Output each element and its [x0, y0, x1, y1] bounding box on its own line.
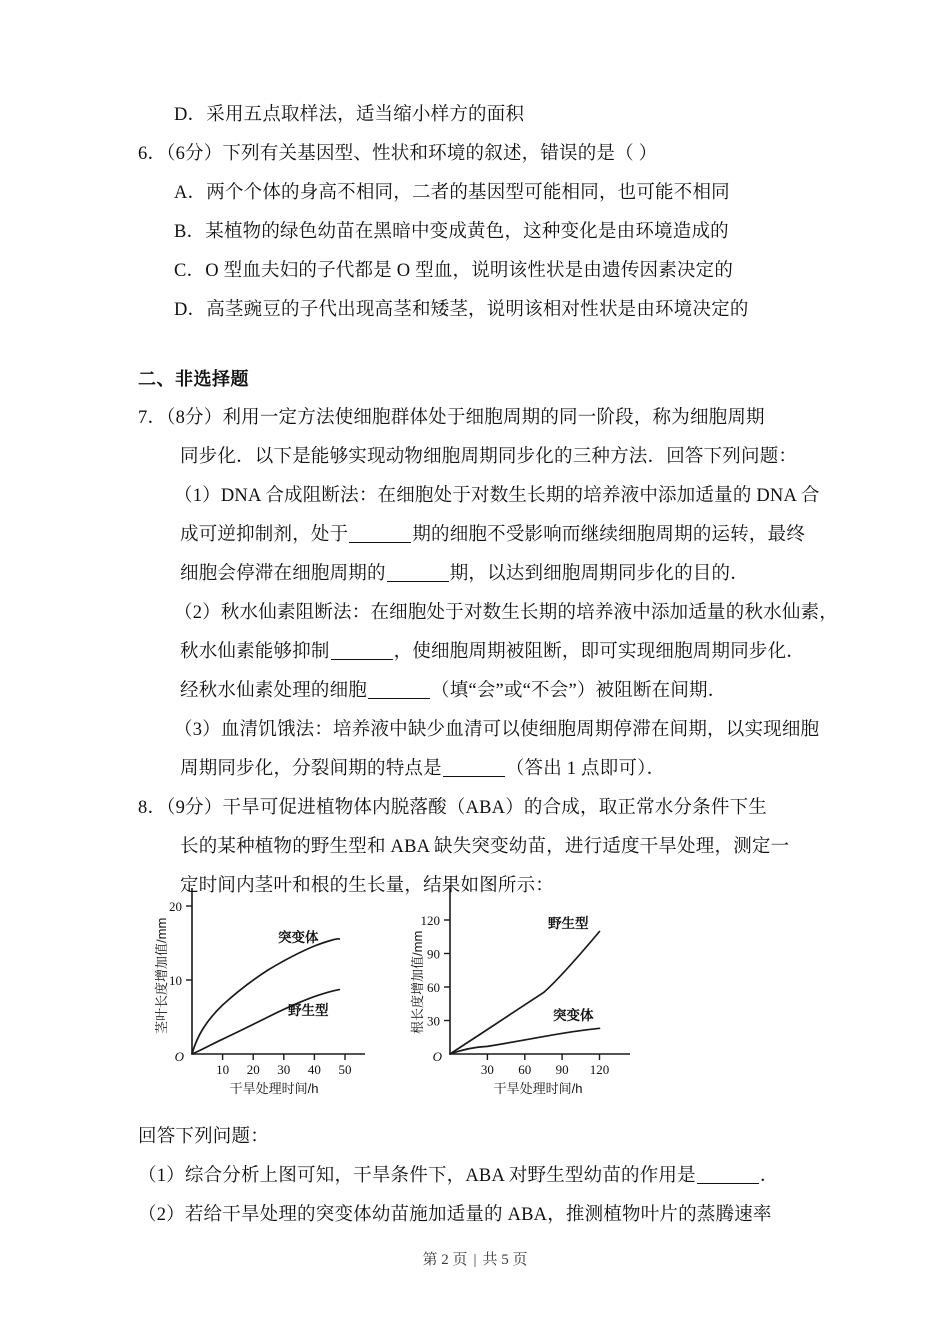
text-fragment: 经秋水仙素处理的细胞	[180, 681, 368, 701]
question-7-stem-line-1: 7．（8分）利用一定方法使细胞群体处于细胞周期的同一阶段，称为细胞周期	[138, 408, 765, 428]
question-8-stem-line-2: 长的某种植物的野生型和 ABA 缺失突变幼苗，进行适度干旱处理，测定一	[180, 837, 790, 857]
question-7-part-2-line-1: （2）秋水仙素阻断法：在细胞处于对数生长期的培养液中添加适量的秋水仙素，	[174, 603, 838, 623]
x-tick-label-50: 50	[338, 1062, 352, 1077]
x-tick-label-30: 30	[480, 1062, 494, 1077]
question-6-stem: 6．（6分）下列有关基因型、性状和环境的叙述，错误的是（ ）	[138, 144, 658, 164]
x-axis-label: 干旱处理时间/h	[229, 1081, 319, 1096]
question-6-option-d: D．高茎豌豆的子代出现高茎和矮茎，说明该相对性状是由环境决定的	[174, 300, 749, 320]
y-tick-label-10: 10	[169, 973, 182, 988]
y-tick-label-20: 20	[169, 899, 182, 914]
x-tick-label-120: 120	[589, 1062, 610, 1077]
section-spacer	[138, 330, 803, 360]
question-8-stem-line-1: 8．（9分）干旱可促进植物体内脱落酸（ABA）的合成，取正常水分条件下生	[138, 798, 768, 818]
question-7-stem-line-2: 同步化．以下是能够实现动物细胞周期同步化的三种方法．回答下列问题：	[180, 447, 798, 467]
section-heading-non-choice: 二、非选择题	[138, 369, 249, 389]
text-fragment: ，使细胞周期被阻断，即可实现细胞周期同步化．	[393, 642, 806, 662]
x-tick-marks	[487, 1054, 599, 1060]
series-line-wildtype	[450, 932, 600, 1055]
text-fragment: ．	[759, 1166, 779, 1186]
question-8-figure-group	[150, 884, 690, 1100]
question-7-part-1-line-2	[138, 516, 806, 555]
footer-page-number: 第 2 页	[422, 1252, 468, 1268]
question-7-part-3-line-1: （3）血清饥饿法：培养液中缺少血清可以使细胞周期停滞在间期，以实现细胞	[174, 720, 820, 740]
question-8-tail	[138, 1118, 803, 1235]
x-tick-label-40: 40	[307, 1062, 321, 1077]
question-8-stem-line-3: 定时间内茎叶和根的生长量，结果如图所示：	[180, 876, 555, 896]
question-7-part-1-line-3	[138, 555, 803, 594]
x-tick-marks	[223, 1054, 345, 1060]
answer-blank[interactable]	[387, 581, 449, 582]
text-fragment: 周期同步化，分裂间期的特点是	[180, 759, 442, 779]
x-tick-label-10: 10	[216, 1062, 230, 1077]
y-axis-label: 根长度增加值/mm	[410, 930, 425, 1034]
x-tick-label-60: 60	[518, 1062, 532, 1077]
question-7-part-1-line-1: （1）DNA 合成阻断法：在细胞处于对数生长期的培养液中添加适量的 DNA 合	[174, 486, 820, 506]
x-axis-label: 干旱处理时间/h	[493, 1081, 583, 1096]
text-fragment: 成可逆抑制剂，处于	[180, 525, 349, 545]
question-6-option-c: C．O 型血夫妇的子代都是 O 型血，说明该性状是由遗传因素决定的	[174, 261, 734, 281]
text-fragment: （答出 1 点即可）．	[505, 759, 666, 779]
answer-blank[interactable]	[331, 659, 393, 660]
question-6-option-b: B．某植物的绿色幼苗在黑暗中变成黄色，这种变化是由环境造成的	[174, 222, 729, 242]
y-tick-marks	[444, 920, 450, 1021]
text-fragment: 细胞会停滞在细胞周期的	[180, 564, 386, 584]
footer-separator: |	[473, 1252, 477, 1268]
option-d-previous-question: D．采用五点取样法，适当缩小样方的面积	[174, 105, 525, 125]
answer-blank[interactable]	[368, 698, 430, 699]
chart-stem-leaf-svg	[150, 884, 430, 1100]
y-tick-label-30: 30	[427, 1013, 440, 1029]
x-tick-label-90: 90	[555, 1062, 569, 1077]
question-8-part-1	[138, 1157, 803, 1196]
chart-root-svg	[398, 884, 688, 1100]
page-content	[138, 96, 838, 906]
x-tick-label-20: 20	[246, 1062, 260, 1077]
question-7-part-2-line-2	[138, 633, 806, 672]
series-line-wildtype	[192, 990, 339, 1054]
question-8-answer-intro: 回答下列问题：	[138, 1127, 269, 1147]
series-label-mutant: 突变体	[553, 1008, 594, 1023]
page-footer	[0, 1248, 950, 1269]
y-axis-label: 茎叶长度增加值/mm	[154, 917, 169, 1034]
text-fragment: 期的细胞不受影响而继续细胞周期的运转，最终	[412, 525, 806, 545]
answer-blank[interactable]	[443, 776, 505, 777]
text-fragment: 期，以达到细胞周期同步化的目的．	[449, 564, 749, 584]
question-8-part-2: （2）若给干旱处理的突变体幼苗施加适量的 ABA，推测植物叶片的蒸腾速率	[138, 1205, 772, 1225]
series-line-mutant	[450, 1028, 600, 1054]
y-tick-label-60: 60	[427, 980, 440, 995]
question-7-part-3-line-2	[138, 750, 803, 789]
text-fragment: （填“会”或“不会”）被阻断在间期．	[431, 681, 727, 701]
series-label-mutant: 突变体	[278, 930, 319, 945]
origin-label: O	[432, 1049, 442, 1064]
series-label-wildtype: 野生型	[548, 916, 589, 931]
y-tick-label-120: 120	[420, 913, 440, 928]
answer-blank[interactable]	[349, 542, 411, 543]
chart-stem-leaf-growth	[150, 884, 430, 1100]
answer-blank[interactable]	[697, 1183, 759, 1184]
text-fragment: （1）综合分析上图可知，干旱条件下，ABA 对野生型幼苗的作用是	[138, 1166, 696, 1186]
y-tick-label-90: 90	[427, 946, 440, 962]
question-6-option-a: A．两个个体的身高不相同，二者的基因型可能相同，也可能不相同	[174, 183, 730, 203]
footer-total-pages: 共 5 页	[482, 1252, 528, 1268]
series-label-wildtype: 野生型	[288, 1003, 329, 1018]
x-tick-label-30: 30	[277, 1062, 291, 1077]
chart-root-growth	[398, 884, 688, 1100]
text-fragment: 秋水仙素能够抑制	[180, 642, 330, 662]
question-7-part-2-line-3	[138, 672, 803, 711]
origin-label: O	[174, 1049, 184, 1064]
